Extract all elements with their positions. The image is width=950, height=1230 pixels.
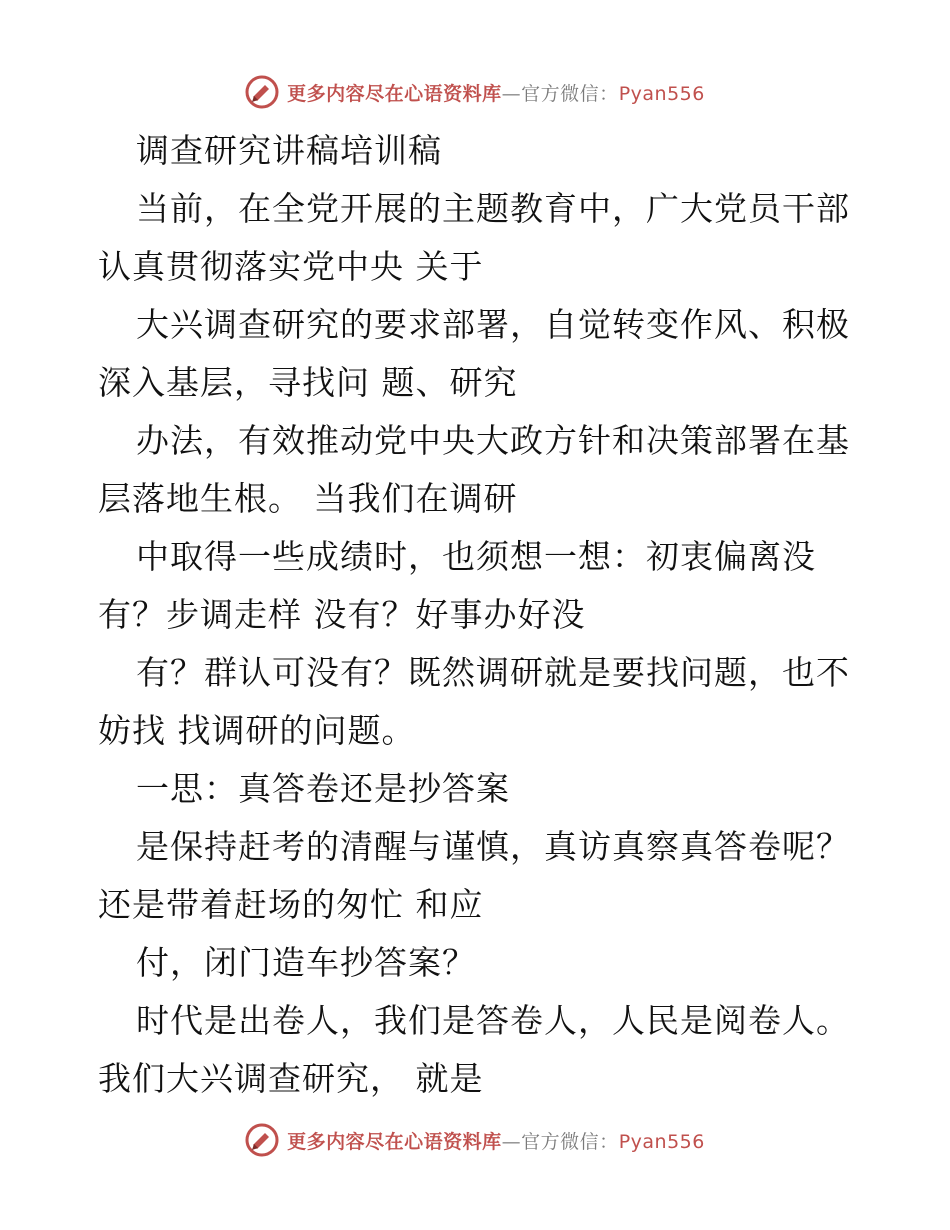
watermark-separator: — (501, 1130, 522, 1153)
book-pen-logo-icon (245, 1123, 279, 1157)
header-watermark (0, 72, 950, 112)
footer-watermark (0, 1120, 950, 1160)
text-line: 时代是出卷人，我们是答卷人，人民是阅卷人。 (136, 1001, 850, 1040)
text-line: 调查研究讲稿培训稿 (136, 131, 442, 170)
text-line: 当前，在全党开展的主题教育中，广大党员干部 (136, 189, 850, 228)
watermark-separator: — (501, 82, 522, 105)
watermark-text (287, 1127, 705, 1154)
watermark-official: 官方微信： (521, 1130, 619, 1153)
watermark-brand: 更多内容尽在心语资料库 (287, 1130, 502, 1153)
text-line: 一思：真答卷还是抄答案 (136, 769, 510, 808)
book-pen-logo-icon (245, 75, 279, 109)
watermark-brand: 更多内容尽在心语资料库 (287, 82, 502, 105)
document-body (98, 122, 858, 1108)
text-line: 办法，有效推动党中央大政方针和决策部署在基 (136, 421, 850, 460)
text-line: 还是带着赶场的匆忙 和应 (98, 885, 484, 924)
text-line: 妨找 找调研的问题。 (98, 711, 416, 750)
text-line: 有？步调走样 没有？好事办好没 (98, 595, 586, 634)
text-line: 付，闭门造车抄答案？ (136, 943, 476, 982)
text-line: 中取得一些成绩时，也须想一想：初衷偏离没 (136, 537, 816, 576)
watermark-official: 官方微信： (521, 82, 619, 105)
text-line: 深入基层，寻找问 题、研究 (98, 363, 518, 402)
text-line: 层落地生根。 当我们在调研 (98, 479, 518, 518)
watermark-wechat-id: Pyan556 (618, 82, 705, 105)
watermark-wechat-id: Pyan556 (618, 1130, 705, 1153)
text-line: 大兴调查研究的要求部署，自觉转变作风、积极 (136, 305, 850, 344)
text-line: 有？群认可没有？既然调研就是要找问题，也不 (136, 653, 850, 692)
watermark-text (287, 79, 705, 106)
text-line: 我们大兴调查研究， 就是 (98, 1059, 484, 1098)
text-line: 是保持赶考的清醒与谨慎，真访真察真答卷呢？ (136, 827, 850, 866)
text-line: 认真贯彻落实党中央 关于 (98, 247, 484, 286)
